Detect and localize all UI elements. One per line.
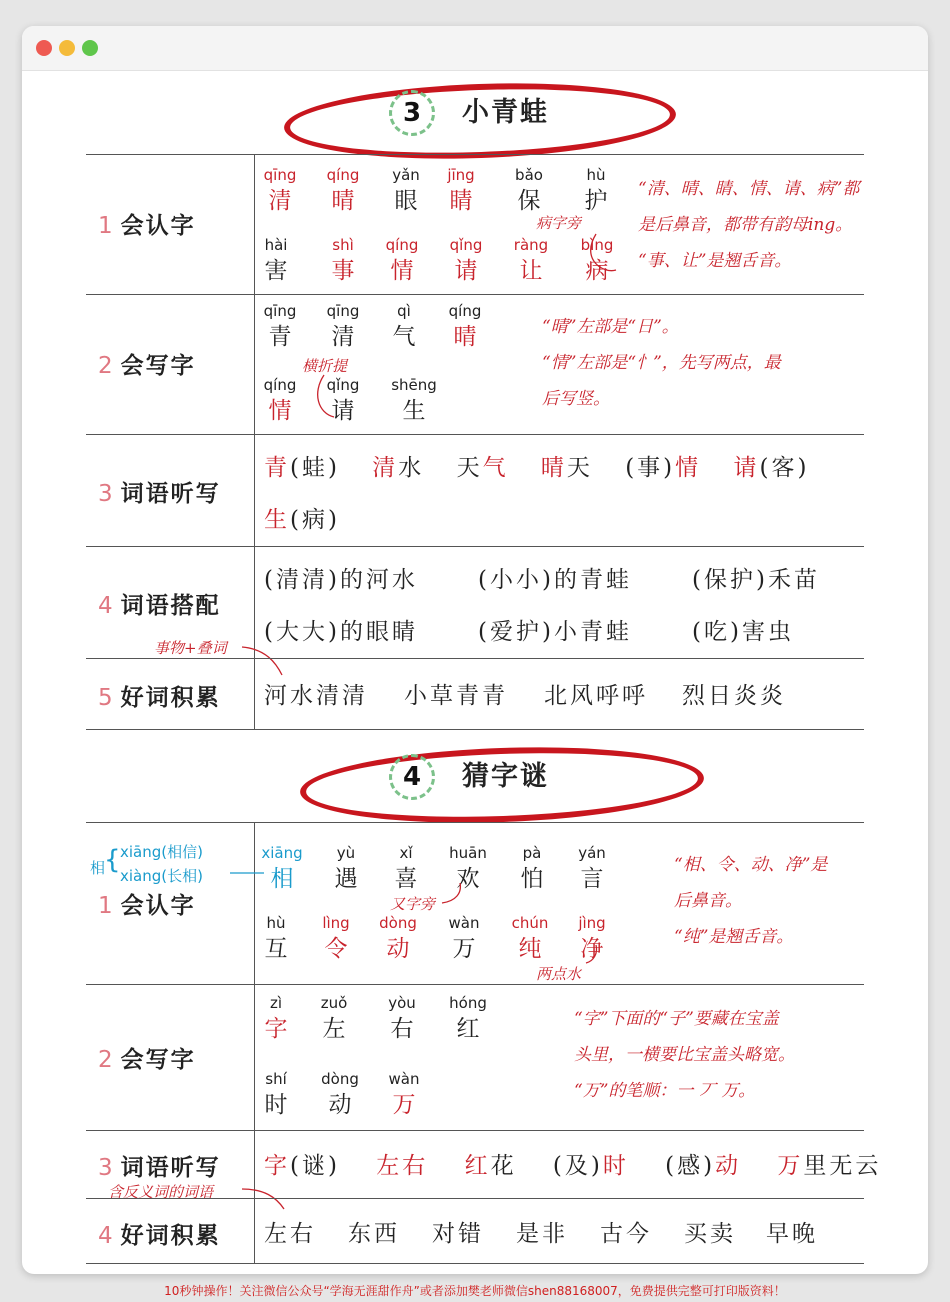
char-cell: shì 事 bbox=[331, 236, 355, 284]
char-cell: xǐ 喜 bbox=[394, 844, 418, 892]
lesson4-number: 4 bbox=[389, 754, 435, 800]
row-label: 3 词语听写 bbox=[98, 481, 221, 507]
good-word: 是非 bbox=[516, 1221, 568, 1247]
row-label: 1 会认字 bbox=[98, 213, 196, 239]
l4-row-dictation bbox=[86, 1130, 882, 1201]
good-word: 古今 bbox=[600, 1221, 652, 1247]
l3-row-good-words bbox=[86, 658, 864, 730]
char-cell: dòng 动 bbox=[379, 914, 417, 962]
phrase: (保护)禾苗 bbox=[692, 567, 820, 593]
minimize-button[interactable] bbox=[59, 40, 75, 56]
dictation-line: 字(谜) 左右 红花 (及)时 (感)动 万里无云 bbox=[264, 1153, 882, 1179]
char-cell: bìng 病 bbox=[580, 236, 614, 284]
phrase: (小小)的青蛙 bbox=[478, 567, 632, 593]
char-cell: jīng 睛 bbox=[447, 166, 475, 214]
char-cell: jìng 净 bbox=[578, 914, 606, 962]
lesson4-header bbox=[22, 740, 928, 820]
char-cell: qǐng 请 bbox=[326, 376, 360, 424]
char-cell: hóng 红 bbox=[449, 994, 487, 1042]
annotation-arrow bbox=[438, 881, 478, 911]
app-window bbox=[22, 26, 928, 1274]
phrase: (大大)的眼睛 bbox=[264, 619, 418, 645]
good-word: 烈日炎炎 bbox=[682, 683, 786, 709]
pattern-annotation: 含反义词的词语 bbox=[108, 1183, 214, 1201]
char-cell: ràng 让 bbox=[513, 236, 549, 284]
title-bar bbox=[22, 26, 928, 71]
char-cell: wàn 万 bbox=[448, 914, 480, 962]
good-word: 对错 bbox=[432, 1221, 484, 1247]
row-label: 5 好词积累 bbox=[98, 685, 221, 711]
good-word: 东西 bbox=[348, 1221, 400, 1247]
char-cell: zuǒ 左 bbox=[320, 994, 348, 1042]
pronunciation-note: “清、晴、睛、情、请、病”都 是后鼻音，都带有韵母ing。 “事、让”是翘舌音。 bbox=[638, 179, 860, 271]
char-cell: xiāng 相 bbox=[261, 844, 303, 892]
maximize-button[interactable] bbox=[82, 40, 98, 56]
row-label: 4 好词积累 bbox=[98, 1223, 221, 1249]
l4-row-write bbox=[86, 984, 864, 1131]
lesson4-title: 猜字谜 bbox=[462, 761, 549, 792]
char-cell: qīng 清 bbox=[326, 302, 360, 350]
char-cell: bǎo 保 bbox=[515, 166, 543, 214]
lesson3-title: 小青蛙 bbox=[462, 97, 549, 128]
pattern-annotation: 事物+叠词 bbox=[154, 639, 227, 657]
good-word: 北风呼呼 bbox=[544, 683, 648, 709]
annotation-arrow bbox=[582, 943, 612, 973]
char-cell: shí 时 bbox=[264, 1070, 288, 1118]
row-label: 2 会写字 bbox=[98, 353, 196, 379]
char-cell: dòng 动 bbox=[321, 1070, 359, 1118]
row-label: 2 会写字 bbox=[98, 1047, 196, 1073]
close-button[interactable] bbox=[36, 40, 52, 56]
char-cell: qì 气 bbox=[392, 302, 416, 350]
writing-note: “晴”左部是“日”。 “情”左部是“忄”，先写两点，最 后写竖。 bbox=[542, 317, 781, 409]
annotation-arrow bbox=[586, 230, 626, 280]
char-cell: hài 害 bbox=[264, 236, 288, 284]
l4-row-good-words bbox=[86, 1198, 864, 1264]
char-cell: qíng 晴 bbox=[448, 302, 482, 350]
char-cell: shēng 生 bbox=[391, 376, 437, 424]
good-word: 河水清清 bbox=[264, 683, 368, 709]
char-cell: qíng 情 bbox=[263, 376, 297, 424]
annotation-arrow bbox=[228, 867, 268, 879]
annotation-arrow bbox=[312, 373, 342, 423]
good-word: 小草青青 bbox=[404, 683, 508, 709]
lesson3-header bbox=[22, 76, 928, 156]
l3-row-write bbox=[86, 294, 864, 435]
char-cell: yù 遇 bbox=[334, 844, 358, 892]
char-cell: hù 护 bbox=[584, 166, 608, 214]
row-label: 1 会认字 bbox=[98, 893, 196, 919]
char-cell: qīng 清 bbox=[263, 166, 297, 214]
radical-annotation: 两点水 bbox=[536, 965, 582, 983]
pronunciation-note: “相、令、动、净”是 后鼻音。 “纯”是翘舌音。 bbox=[674, 855, 828, 947]
good-word: 买卖 bbox=[684, 1221, 736, 1247]
good-word: 左右 bbox=[264, 1221, 316, 1247]
phrase: (爱护)小青蛙 bbox=[478, 619, 632, 645]
row-label: 3 词语听写 bbox=[98, 1155, 221, 1181]
row-label: 4 词语搭配 bbox=[98, 593, 221, 619]
char-cell: hù 互 bbox=[264, 914, 288, 962]
l3-row-recognize bbox=[86, 154, 864, 295]
writing-note: “字”下面的“子”要藏在宝盖 头里，一横要比宝盖头略宽。 “万”的笔顺：一 丆 万。 bbox=[574, 1009, 795, 1101]
promo-footer: 10秒钟操作！关注微信公众号“学海无涯甜作舟”或者添加樊老师微信shen88168007，免费提供完整可打印版资料！ bbox=[164, 1284, 786, 1298]
dictation-line-2: 生(病) bbox=[264, 507, 340, 533]
char-cell: huān 欢 bbox=[449, 844, 487, 892]
char-cell: zì 字 bbox=[264, 994, 288, 1042]
radical-annotation: 病字旁 bbox=[536, 214, 582, 232]
phrase: (吃)害虫 bbox=[692, 619, 794, 645]
char-cell: yǎn 眼 bbox=[392, 166, 420, 214]
char-cell: pà 怕 bbox=[520, 844, 544, 892]
char-cell: qīng 青 bbox=[263, 302, 297, 350]
l4-row-recognize: 1 会认字 xiāng 相 yù 遇 xǐ 喜 huān 欢 pà 怕 yán 言 hù 互 lìng 令 dòng 动 wàn 万 chún 纯 jìng 净 又字旁 两点水 “相、令、动、净”是 后鼻音。 “纯”是翘舌音。 相 { xiāng(相信) xiàng(长相) bbox=[86, 822, 864, 985]
char-cell: yòu 右 bbox=[388, 994, 416, 1042]
dictation-line-1: 青(蛙) 清水 天气 晴天 (事)情 请(客) bbox=[264, 455, 810, 481]
good-word: 早晚 bbox=[766, 1221, 818, 1247]
char-cell: chún 纯 bbox=[511, 914, 549, 962]
lesson3-number: 3 bbox=[389, 90, 435, 136]
char-cell: wàn 万 bbox=[388, 1070, 420, 1118]
phrase: (清清)的河水 bbox=[264, 567, 418, 593]
l3-row-matching bbox=[86, 546, 864, 659]
l3-row-dictation bbox=[86, 434, 864, 547]
char-cell: qǐng 请 bbox=[449, 236, 483, 284]
char-cell: qíng 情 bbox=[385, 236, 419, 284]
char-cell: yán 言 bbox=[578, 844, 606, 892]
stroke-annotation: 横折提 bbox=[302, 357, 348, 375]
char-cell: qíng 晴 bbox=[326, 166, 360, 214]
char-cell: lìng 令 bbox=[322, 914, 350, 962]
radical-annotation: 又字旁 bbox=[390, 895, 436, 913]
